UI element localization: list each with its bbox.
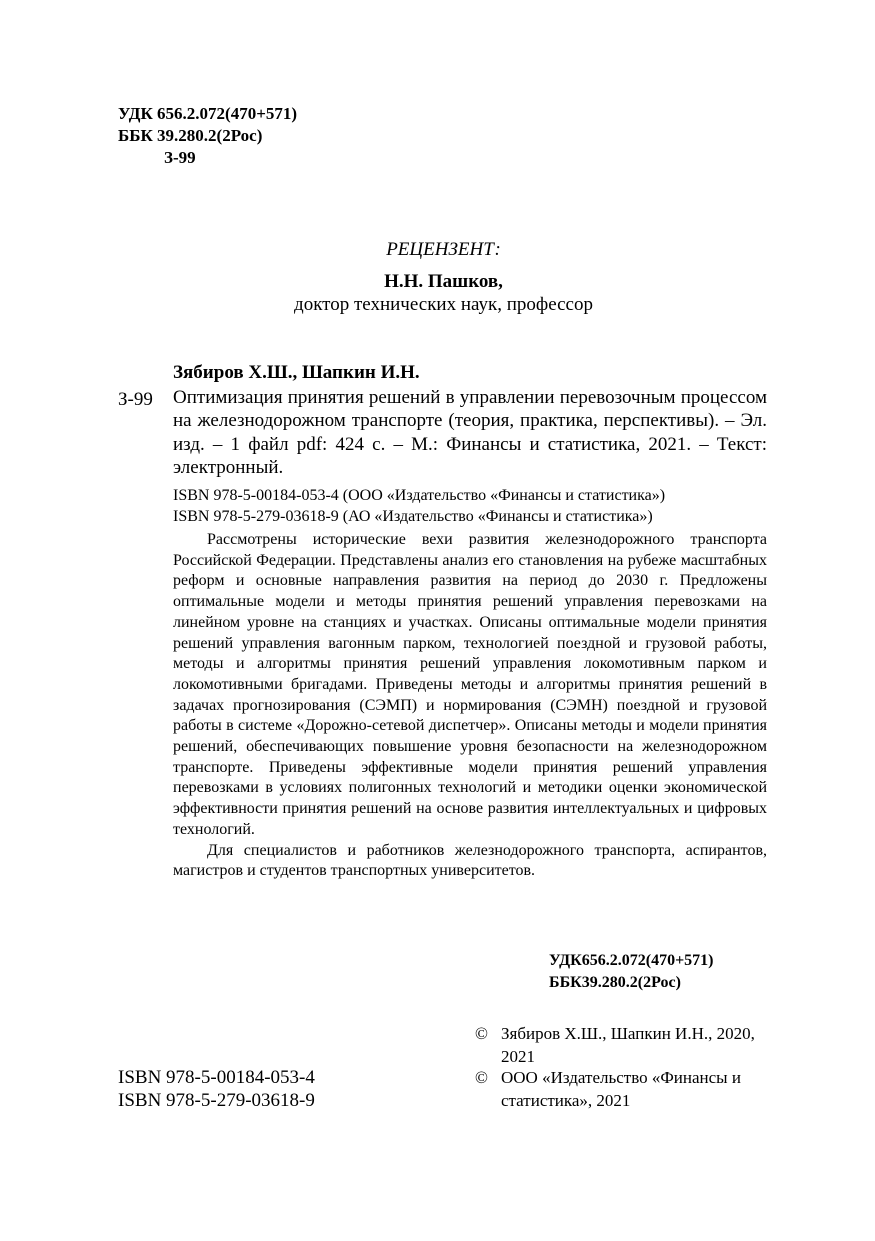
isbn-footer (118, 1066, 315, 1112)
copyright-symbol: © (475, 1068, 488, 1087)
author-sign: З-99 (164, 148, 196, 167)
annotation (173, 530, 767, 882)
bbk-code: ББК 39.280.2(2Рос) (118, 126, 263, 145)
reviewer-name: Н.Н. Пашков, (384, 271, 503, 292)
isbn-line-2: ISBN 978-5-279-03618-9 (АО «Издательство «Финансы и статистика») (173, 508, 653, 525)
record-code: З-99 (118, 389, 153, 410)
classification-block (118, 103, 297, 169)
annotation-paragraph-1: Рассмотрены исторические вехи развития железнодорожного транспорта Российской Федерации. Представлены анализ его становления на рубеже масштабных реформ и основные направления развития на период до 2030 г. Предложены оптимальные модели и методы принятия решений управления перевозками на линейном уровне на станциях и участках. Описаны оптимальные модели принятия решений управления вагонным парком, технологией поездной и грузовой работы, методы и алгоритмы принятия решений управления локомотивным парком и локомотивными бригадами. Приведены методы и алгоритмы принятия решений в задачах прогнозирования (СЭМП) и нормирования (СЭМН) поездной и грузовой работы в системе «Дорожно-сетевой диспетчер». Описаны методы и модели принятия решений, обеспечивающих повышение уровня безопасности на железнодорожном транспорте. Приведены эффективные модели принятия решений управления перевозками в условиях полигонных технологий и методики оценки экономической эффективности принятия решений на основе развития интеллектуальных и цифровых технологий. (173, 531, 767, 838)
isbn-footer-2: ISBN 978-5-279-03618-9 (118, 1090, 315, 1111)
copyright-publisher-text: ООО «Издательство «Финансы и статистика», 2021 (501, 1068, 741, 1110)
reviewer-heading: РЕЦЕНЗЕНТ: (386, 239, 501, 260)
annotation-paragraph-2: Для специалистов и работников железнодорожного транспорта, аспирантов, магистров и студентов транспортных университетов. (173, 841, 767, 880)
authors: Зябиров Х.Ш., Шапкин И.Н. (173, 362, 420, 383)
copyright-publisher (475, 1066, 775, 1112)
reviewer-title: доктор технических наук, профессор (294, 294, 593, 315)
copyright-authors-text: Зябиров Х.Ш., Шапкин И.Н., 2020, 2021 (501, 1024, 755, 1066)
classification-bottom (549, 950, 714, 994)
isbn-line-1: ISBN 978-5-00184-053-4 (ООО «Издательство «Финансы и статистика») (173, 487, 666, 504)
bibliographic-description: Оптимизация принятия решений в управлении перевозочным процессом на железнодорожном транспорте (теория, практика, перспективы). – Эл. изд. – 1 файл pdf: 424 с. – М.: Финансы и статистика, 2021. – Текст: электронный. (173, 387, 767, 479)
isbn-list (173, 485, 773, 527)
copyright-authors (475, 1022, 775, 1068)
bbk-code-bottom: ББК39.280.2(2Рос) (549, 974, 681, 991)
isbn-footer-1: ISBN 978-5-00184-053-4 (118, 1067, 315, 1088)
udk-code: УДК 656.2.072(470+571) (118, 104, 298, 123)
udk-code-bottom: УДК656.2.072(470+571) (549, 952, 714, 969)
copyright-symbol: © (475, 1024, 488, 1043)
